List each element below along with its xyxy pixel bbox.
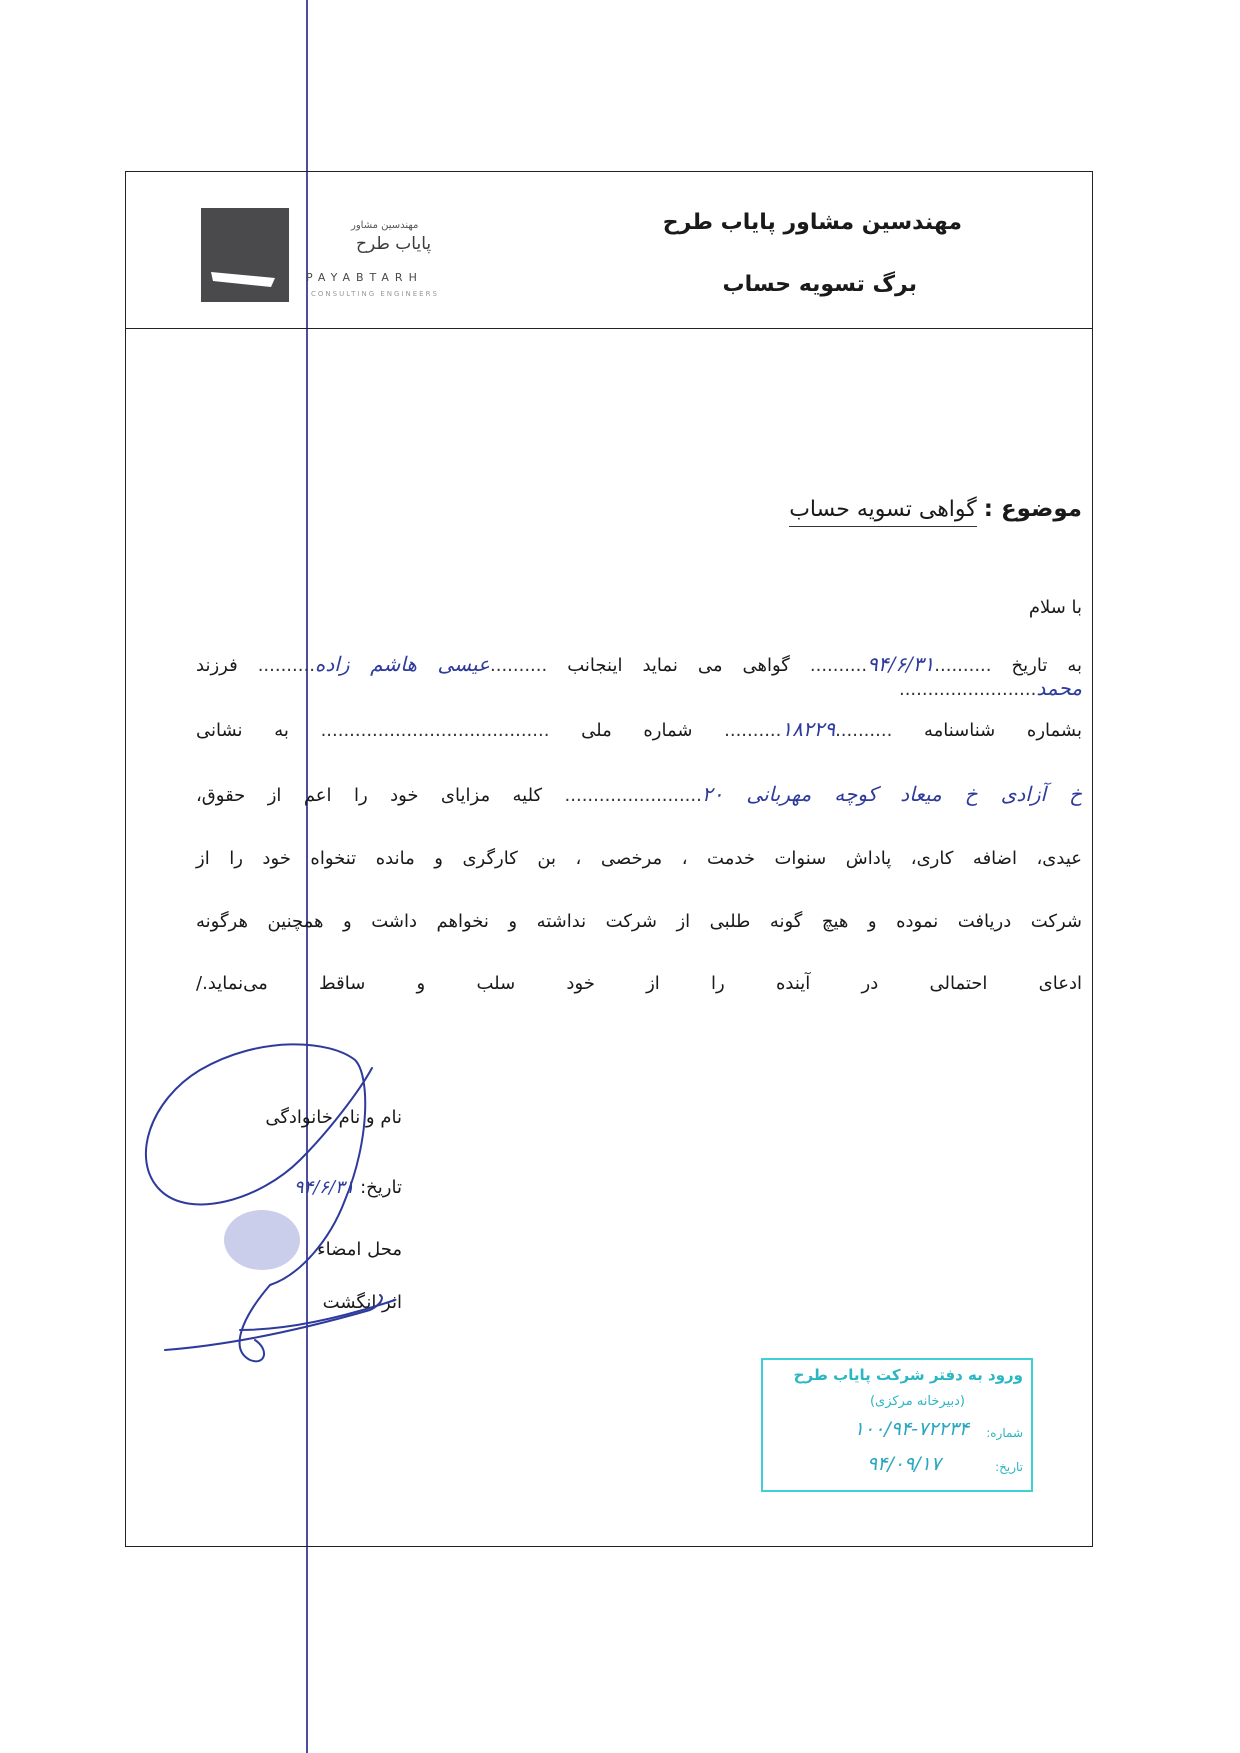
stamp-title: ورود به دفتر شرکت پایاب طرح xyxy=(793,1366,1023,1384)
full-name-label: نام و نام خانوادگی xyxy=(265,1107,402,1128)
dots: ........................................ xyxy=(320,720,550,741)
salutation: با سلام xyxy=(1028,597,1082,618)
stamp-date-value: ۹۴/۰۹/۱۷ xyxy=(866,1453,941,1475)
dots: .......... xyxy=(257,655,315,676)
text-id-number: بشماره شناسنامه xyxy=(923,720,1082,741)
text-benefits: کلیه مزایای خود را اعم از حقوق، xyxy=(196,785,543,806)
body-line-4: عیدی، اضافه کاری، پاداش سنوات خدمت ، مرخصی ، بن کارگری و مانده تنخواه خود را از xyxy=(196,848,1082,869)
stamp-date-label: تاریخ: xyxy=(995,1460,1023,1474)
fingerprint-smudge xyxy=(224,1210,300,1270)
handwritten-father-name: محمد xyxy=(1036,676,1082,700)
logo-name-fa: پایاب طرح xyxy=(356,234,432,254)
handwritten-id-number: ۱۸۲۲۹ xyxy=(781,717,836,741)
logo-name-en: PAYABTARH xyxy=(306,271,423,284)
signature-date-label: تاریخ: xyxy=(360,1177,402,1198)
signature-place-label: محل امضاء xyxy=(317,1239,402,1260)
text-address: به نشانی xyxy=(196,720,289,741)
stamp-number-label: شماره: xyxy=(986,1426,1023,1440)
stamp-subtitle: (دبیرخانه مرکزی) xyxy=(869,1394,965,1409)
handwritten-name: عیسی هاشم زاده xyxy=(314,652,490,676)
logo-subtitle-fa: مهندسین مشاور xyxy=(351,220,419,231)
dots: ........................ xyxy=(564,785,702,806)
company-name: مهندسین مشاور پایاب طرح xyxy=(662,210,962,235)
body-line-5: شرکت دریافت نموده و هیچ گونه طلبی از شرکت نداشته و نخواهم داشت و همچنین هرگونه xyxy=(196,911,1082,932)
text-date-prefix: به تاریخ xyxy=(1011,655,1082,676)
logo-subtitle-en: CONSULTING ENGINEERS xyxy=(311,290,439,298)
handwritten-address: خ آزادی خ میعاد کوچه مهربانی ۲۰ xyxy=(701,782,1082,806)
body-line-6: ادعای احتمالی در آینده را از خود سلب و ساقط می‌نماید./ xyxy=(196,973,1082,994)
dots: .......... xyxy=(934,655,992,676)
dots: ........................ xyxy=(898,679,1037,700)
form-title: برگ تسویه حساب xyxy=(722,272,917,297)
text-national-id: شماره ملی xyxy=(581,720,693,741)
subject-label: موضوع : xyxy=(983,496,1082,522)
dots: .......... xyxy=(835,720,893,741)
dots: .......... xyxy=(724,720,782,741)
handwritten-signature-date: ۹۴/۶/۳۱ xyxy=(293,1177,355,1198)
text-certify: گواهی می نماید اینجانب xyxy=(567,655,790,676)
handwritten-date: ۹۴/۶/۳۱ xyxy=(867,652,935,676)
fingerprint-label: اثر انگشت xyxy=(322,1292,402,1313)
dots: .......... xyxy=(809,655,868,676)
text-child-of: فرزند xyxy=(196,655,238,676)
subject-value: گواهی تسویه حساب xyxy=(789,497,977,527)
dots: .......... xyxy=(490,655,548,676)
stamp-number-value: ۱۰۰/۹۴-۷۲۲۳۴ xyxy=(853,1418,969,1440)
